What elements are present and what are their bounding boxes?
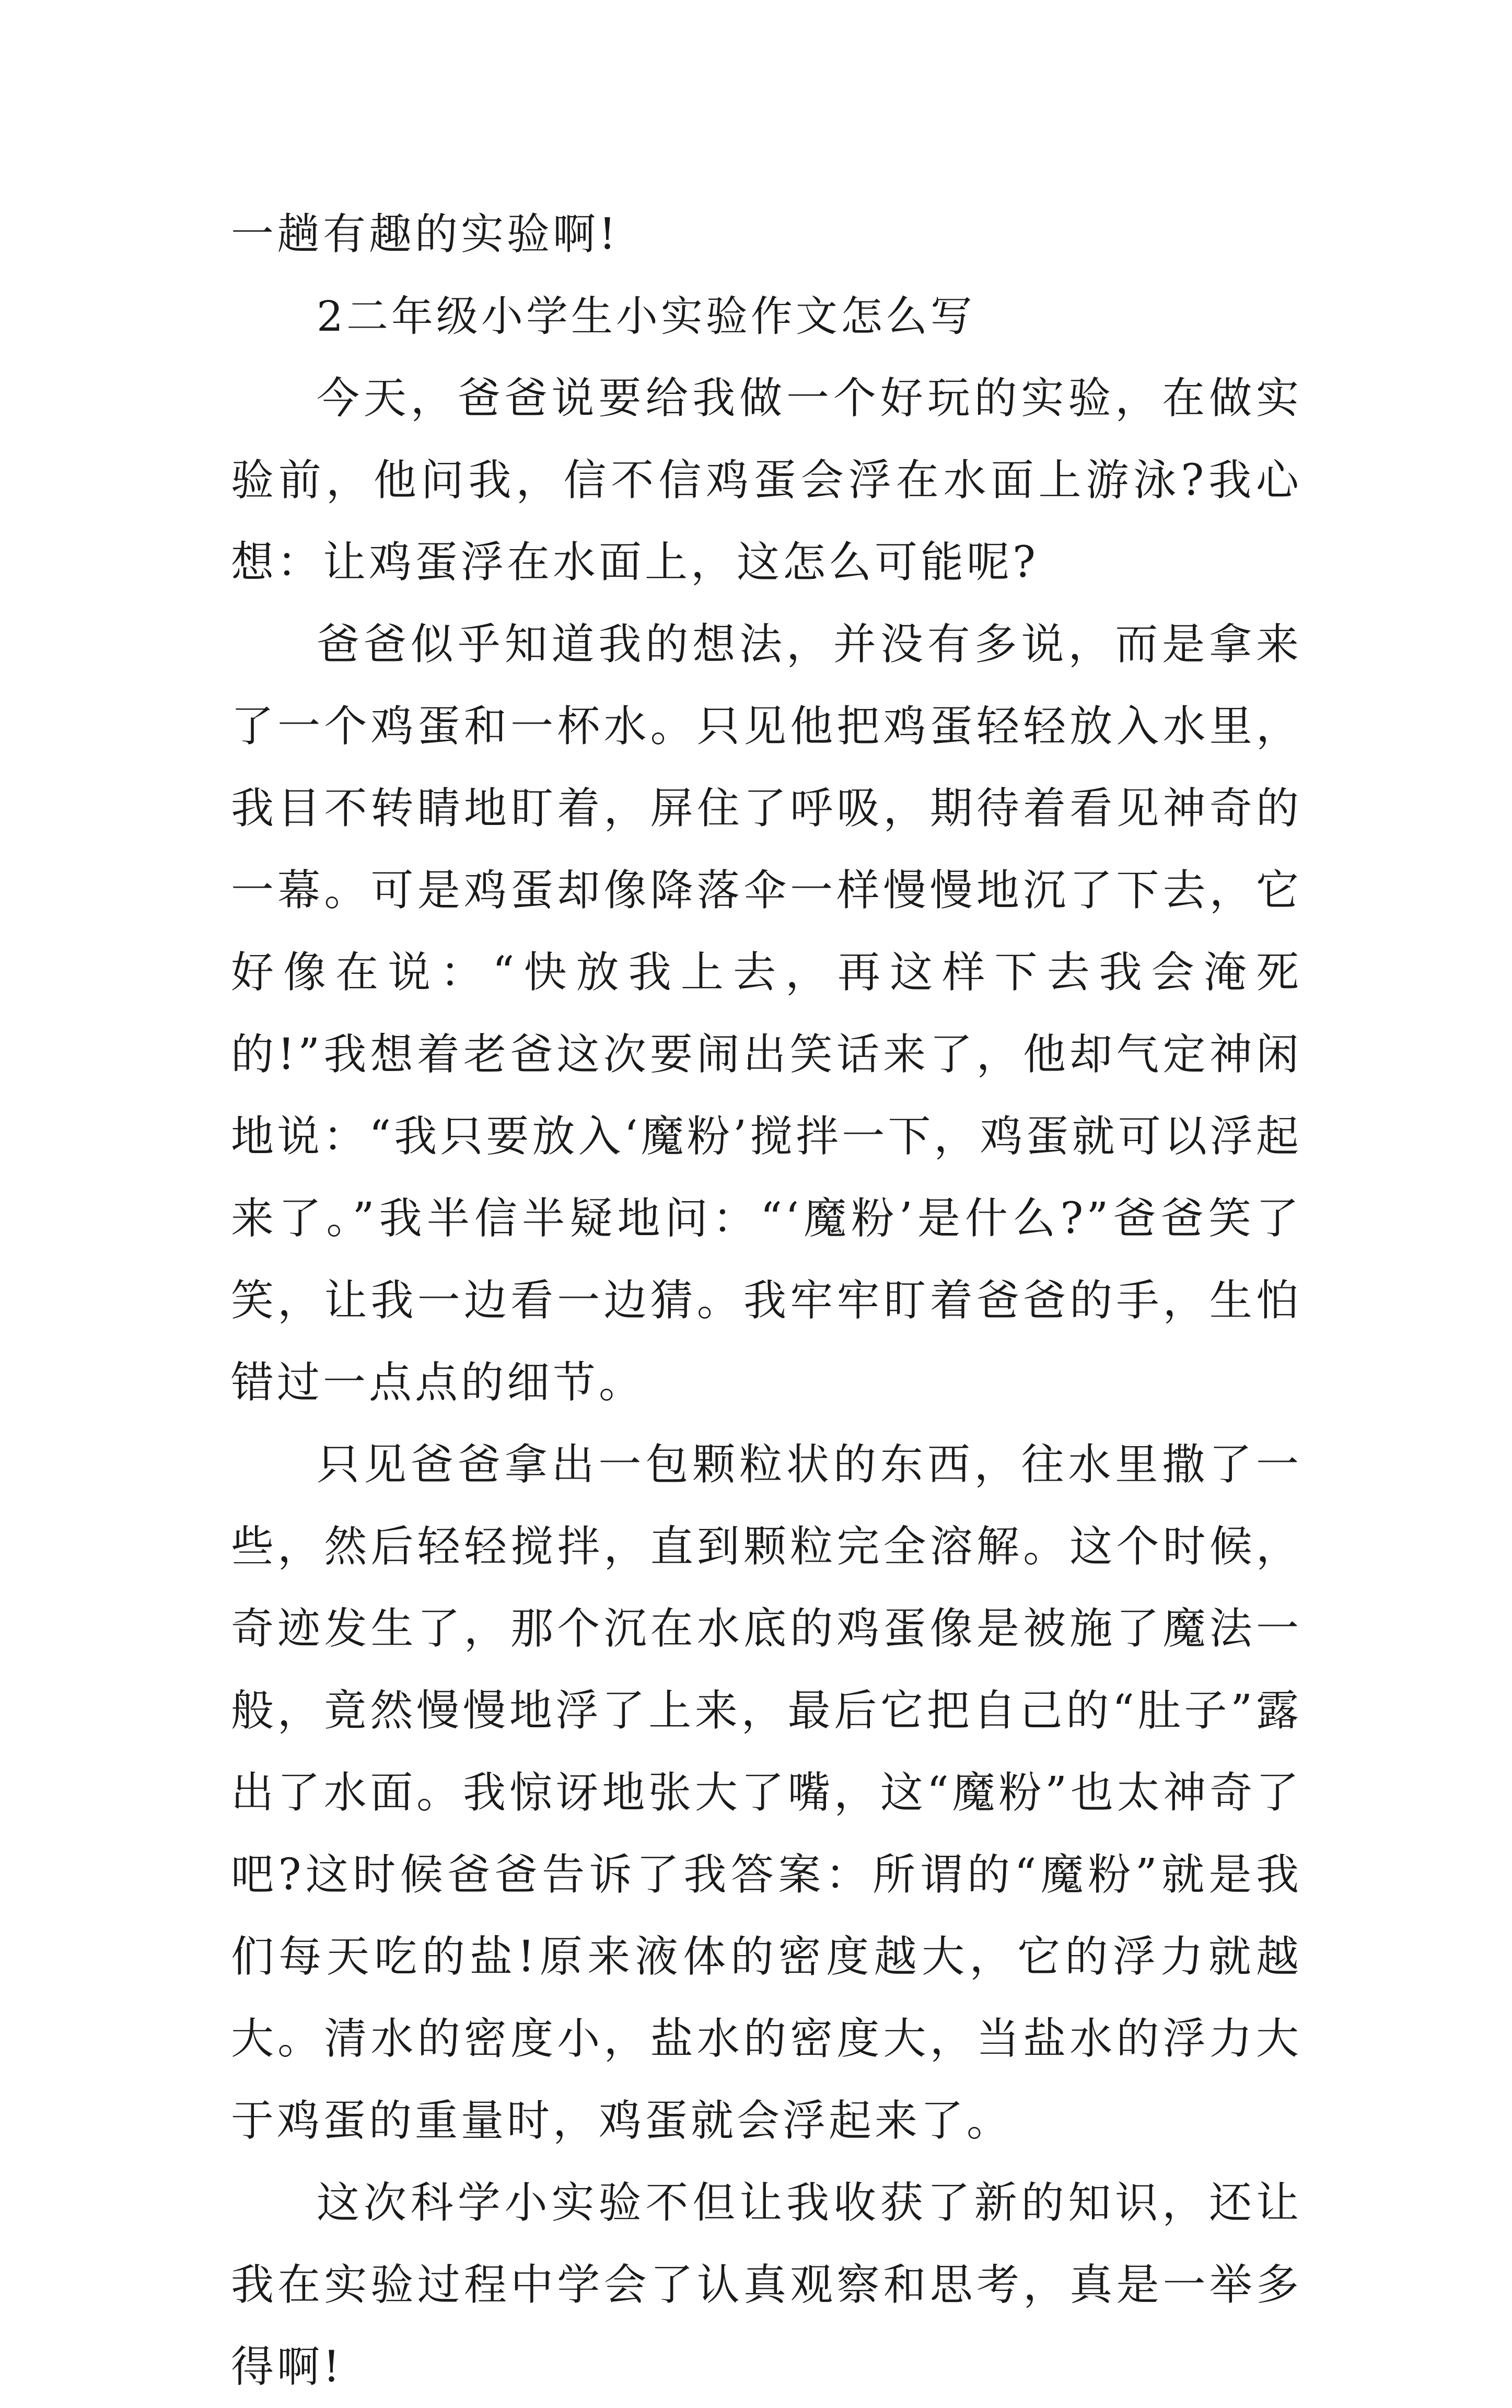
text-body	[231, 193, 1302, 2408]
paragraph-3: 只见爸爸拿出一包颗粒状的东西，往水里撒了一些，然后轻轻搅拌，直到颗粒完全溶解。这个时候，奇迹发生了，那个沉在水底的鸡蛋像是被施了魔法一般，竟然慢慢地浮了上来，最后它把自己的“肚子”露出了水面。我惊讶地张大了嘴，这“魔粉”也太神奇了吧?这时候爸爸告诉了我答案：所谓的“魔粉”就是我们每天吃的盐!原来液体的密度越大，它的浮力就越大。清水的密度小，盐水的密度大，当盐水的浮力大于鸡蛋的重量时，鸡蛋就会浮起来了。	[231, 1440, 1302, 2146]
paragraph-4: 这次科学小实验不但让我收获了新的知识，还让我在实验过程中学会了认真观察和思考，真是一举多得啊!	[231, 2178, 1302, 2392]
continuation-line: 一趟有趣的实验啊!	[231, 210, 619, 259]
paragraph-2: 爸爸似乎知道我的想法，并没有多说，而是拿来了一个鸡蛋和一杯水。只见他把鸡蛋轻轻放入水里，我目不转睛地盯着，屏住了呼吸，期待着看见神奇的一幕。可是鸡蛋却像降落伞一样慢慢地沉了下去，它好像在说：“快放我上去，再这样下去我会淹死的!”我想着老爸这次要闹出笑话来了，他却气定神闲地说：“我只要放入‘魔粉’搅拌一下，鸡蛋就可以浮起来了。”我半信半疑地问：“‘魔粉’是什么?”爸爸笑了笑，让我一边看一边猜。我牢牢盯着爸爸的手，生怕错过一点点的细节。	[231, 620, 1302, 1407]
essay-heading: 2二年级小学生小实验作文怎么写	[317, 292, 975, 341]
paragraph-1: 今天，爸爸说要给我做一个好玩的实验，在做实验前，他问我，信不信鸡蛋会浮在水面上游泳?我心想：让鸡蛋浮在水面上，这怎么可能呢?	[231, 374, 1302, 587]
